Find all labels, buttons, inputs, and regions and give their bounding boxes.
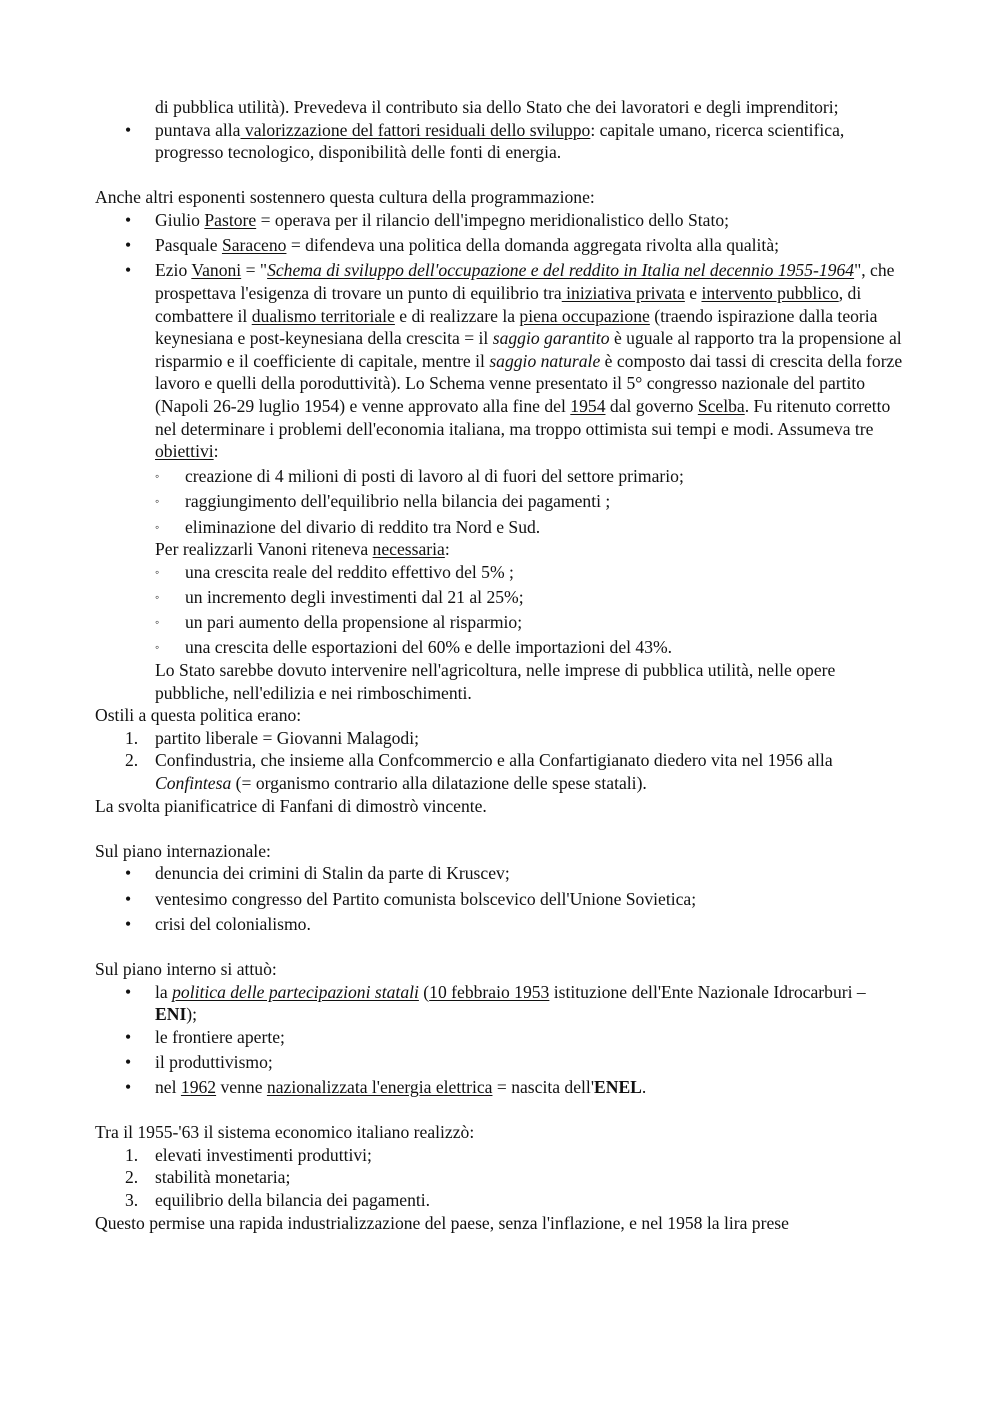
paragraph-fanfani: La svolta pianificatrice di Fanfani di dimostrò vincente. [95,795,487,816]
sub-list-item: ◦ un pari aumento della propensione al risparmio; [155,612,523,633]
sub-list-item: ◦ una crescita delle esportazioni del 60% e delle importazioni del 43%. [155,637,673,658]
paragraph-industrializzazione: Questo permise una rapida industrializzazione del paese, senza l'inflazione, e nel 1958 la lira prese [95,1212,789,1233]
numbered-item: 2. stabilità monetaria; [125,1167,291,1188]
vanoni-necessaria-line: Per realizzarli Vanoni riteneva necessaria: [155,539,450,560]
bullet-marker: • [125,119,132,140]
list-item-enel: • nel 1962 venne nazionalizzata l'energia elettrica = nascita dell'ENEL. [125,1077,647,1098]
continued-bullet-text: di pubblica utilità). Prevedeva il contributo sia dello Stato che dei lavoratori e degli imprenditori; [155,97,839,117]
paragraph-ostili: Ostili a questa politica erano: [95,705,302,726]
bullet-marker: • [125,913,132,934]
numbered-item: 2. Confindustria, che insieme alla Confcommercio e alla Confartigianato diedero vita nel 1956 alla Confintesa (= organismo contrario alla dilatazione delle spese statali). [125,750,833,793]
bullet-marker: • [125,888,132,909]
bullet-marker: • [125,1051,132,1072]
list-item: • crisi del colonialismo. [125,913,311,934]
sub-bullet-marker: ◦ [155,564,160,579]
bullet-marker: • [125,235,132,256]
sub-list-item: ◦ una crescita reale del reddito effettivo del 5% ; [155,561,514,582]
list-item: • le frontiere aperte; [125,1026,285,1047]
list-item-vanoni: • Ezio Vanoni = "Schema di sviluppo dell'occupazione e del reddito in Italia nel decennio 1955-1964", che prospettava l'esigenza di trovare un punto di equilibrio tra iniziativa privata e intervento pubblico, di combattere il dualismo territoriale e di realizzare la piena occupazione (traendo ispirazione dalla teoria keynesiana e post-keynesiana della crescita = il saggio garantito è uguale al rapporto tra la propensione al risparmio e il coefficiente di capitale, mentre il saggio naturale è composto dai tassi di crescita della forze lavoro e quelli della poroduttività). Lo Schema venne presentato il 5° congresso nazionale del partito (Napoli 26-29 luglio 1954) e venne approvato alla fine del 1954 dal governo Scelba. Fu ritenuto corretto nel determinare i problemi dell'economia italiana, ma troppo ottimista sui tempi e modi. Assumeva tre obiettivi: [125,260,903,462]
paragraph-internazionale: Sul piano internazionale: [95,840,271,861]
sub-bullet-marker: ◦ [155,519,160,534]
list-item-saraceno: • Pasquale Saraceno = difendeva una politica della domanda aggregata rivolta alla qualità; [125,235,780,256]
sub-bullet-marker: ◦ [155,640,160,655]
sub-list-item: ◦ un incremento degli investimenti dal 21 al 25%; [155,587,524,608]
bullet-marker: • [125,260,132,281]
vanoni-stato-paragraph: Lo Stato sarebbe dovuto intervenire nell'agricoltura, nelle imprese di pubblica utilità, nelle opere pubbliche, nell'edilizia e nei rimboschimenti. [155,660,836,703]
numbered-item: 1. partito liberale = Giovanni Malagodi; [125,727,419,748]
underlined-phrase: valorizzazione del fattori residuali dello sviluppo [240,119,591,140]
paragraph-economico: Tra il 1955-'63 il sistema economico italiano realizzò: [95,1122,475,1143]
bullet-marker: • [125,209,132,230]
bullet-marker: • [125,863,132,884]
numbered-item: 3. equilibrio della bilancia dei pagamenti. [125,1190,431,1211]
sub-bullet-marker: ◦ [155,590,160,605]
paragraph-interno: Sul piano interno si attuò: [95,958,277,979]
list-item: • il produttivismo; [125,1051,273,1072]
list-item: • ventesimo congresso del Partito comunista bolscevico dell'Unione Sovietica; [125,888,697,909]
sub-bullet-marker: ◦ [155,469,160,484]
sub-bullet-marker: ◦ [155,494,160,509]
sub-list-item: ◦ raggiungimento dell'equilibrio nella bilancia dei pagamenti ; [155,491,611,512]
bullet-marker: • [125,1026,132,1047]
paragraph-intro: Anche altri esponenti sostennero questa cultura della programmazione: [95,187,595,208]
sub-list-item: ◦ creazione di 4 milioni di posti di lavoro al di fuori del settore primario; [155,466,684,487]
numbered-item: 1. elevati investimenti produttivi; [125,1144,372,1165]
sub-bullet-marker: ◦ [155,615,160,630]
bullet-marker: • [125,981,132,1002]
list-item: • denuncia dei crimini di Stalin da parte di Kruscev; [125,863,510,884]
list-item-pastore: • Giulio Pastore = operava per il rilancio dell'impegno meridionalistico dello Stato; [125,209,730,230]
document-page [95,96,910,1234]
list-item: • puntava alla valorizzazione del fattori residuali dello sviluppo: capitale umano, ricerca scientifica, progresso tecnologico, disponibilità delle fonti di energia. [125,119,845,163]
bullet-marker: • [125,1077,132,1098]
list-item-eni: • la politica delle partecipazioni statali (10 febbraio 1953 istituzione dell'Ente Nazionale Idrocarburi – ENI); [125,981,866,1025]
sub-list-item: ◦ eliminazione del divario di reddito tra Nord e Sud. [155,516,541,537]
